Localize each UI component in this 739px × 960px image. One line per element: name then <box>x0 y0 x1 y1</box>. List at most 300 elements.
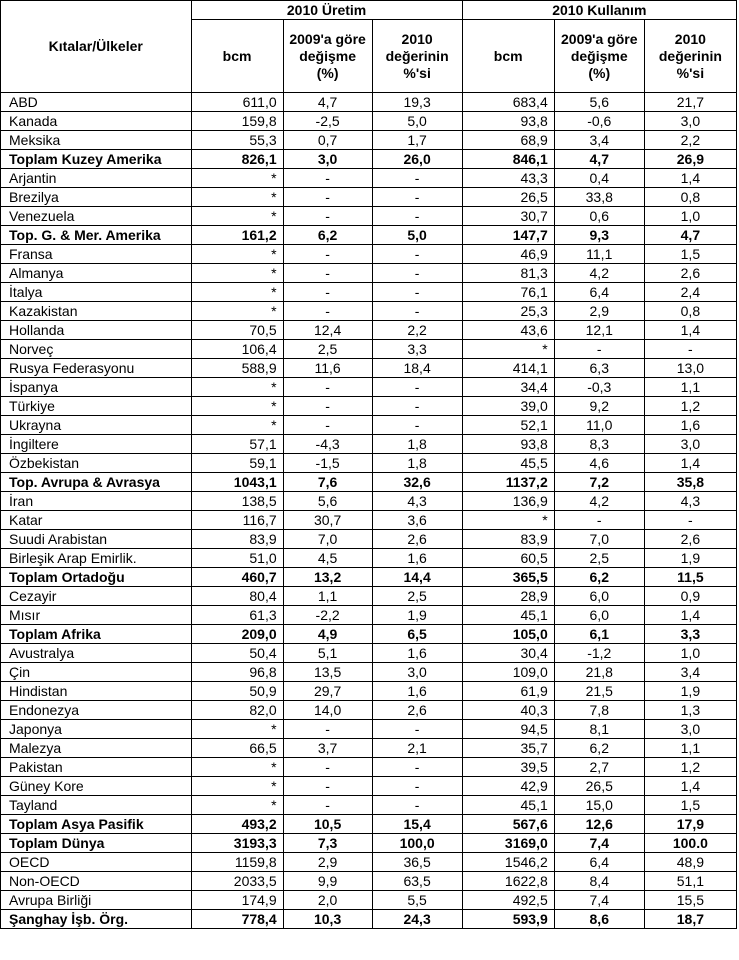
production-change-cell: - <box>283 796 372 815</box>
country-name-cell: İngiltere <box>1 435 192 454</box>
consumption-change-cell: 6,4 <box>554 853 644 872</box>
consumption-change-cell: 12,1 <box>554 321 644 340</box>
table-row <box>1 549 737 568</box>
production-share-cell: 32,6 <box>372 473 462 492</box>
consumption-bcm-cell: 593,9 <box>462 910 554 929</box>
production-change-cell: -4,3 <box>283 435 372 454</box>
production-share-cell: 3,3 <box>372 340 462 359</box>
production-share-cell: - <box>372 264 462 283</box>
production-share-cell: 2,6 <box>372 530 462 549</box>
consumption-bcm-cell: 683,4 <box>462 93 554 112</box>
table-row <box>1 131 737 150</box>
consumption-share-cell: 2,6 <box>644 264 736 283</box>
production-bcm-cell: * <box>191 720 283 739</box>
consumption-change-cell: 5,6 <box>554 93 644 112</box>
table-row <box>1 796 737 815</box>
production-bcm-cell: 493,2 <box>191 815 283 834</box>
production-change-cell: - <box>283 264 372 283</box>
production-share-cell: - <box>372 169 462 188</box>
production-share-cell: 4,3 <box>372 492 462 511</box>
consumption-bcm-cell: 30,7 <box>462 207 554 226</box>
country-name-cell: Toplam Dünya <box>1 834 192 853</box>
consumption-change-cell: 33,8 <box>554 188 644 207</box>
country-name-cell: Malezya <box>1 739 192 758</box>
consumption-bcm-cell: 76,1 <box>462 283 554 302</box>
production-share-cell: 2,5 <box>372 587 462 606</box>
table-row <box>1 283 737 302</box>
consumption-change-cell: -1,2 <box>554 644 644 663</box>
consumption-change-cell: 11,1 <box>554 245 644 264</box>
production-bcm-cell: 209,0 <box>191 625 283 644</box>
production-share-cell: - <box>372 207 462 226</box>
production-share-cell: - <box>372 283 462 302</box>
country-name-cell: Çin <box>1 663 192 682</box>
consumption-bcm-cell: 61,9 <box>462 682 554 701</box>
production-change-cell: - <box>283 283 372 302</box>
consumption-bcm-cell: 39,5 <box>462 758 554 777</box>
consumption-share-cell: 15,5 <box>644 891 736 910</box>
production-share-cell: 1,6 <box>372 682 462 701</box>
production-change-cell: -1,5 <box>283 454 372 473</box>
consumption-change-cell: 6,0 <box>554 606 644 625</box>
consumption-share-cell: 1,9 <box>644 549 736 568</box>
consumption-group-header: 2010 Kullanım <box>462 1 736 20</box>
production-bcm-cell: 106,4 <box>191 340 283 359</box>
table-row <box>1 188 737 207</box>
consumption-change-cell: - <box>554 511 644 530</box>
production-share-cell: 1,7 <box>372 131 462 150</box>
consumption-change-cell: 8,1 <box>554 720 644 739</box>
production-change-cell: 5,6 <box>283 492 372 511</box>
country-name-cell: Toplam Kuzey Amerika <box>1 150 192 169</box>
consumption-bcm-cell: 93,8 <box>462 112 554 131</box>
production-change-cell: 2,5 <box>283 340 372 359</box>
consumption-change-cell: 9,2 <box>554 397 644 416</box>
table-row <box>1 302 737 321</box>
production-bcm-cell: * <box>191 245 283 264</box>
consumption-bcm-cell: 60,5 <box>462 549 554 568</box>
consumption-change-cell: 4,7 <box>554 150 644 169</box>
production-bcm-cell: 83,9 <box>191 530 283 549</box>
production-change-cell: 6,2 <box>283 226 372 245</box>
country-name-cell: Top. Avrupa & Avrasya <box>1 473 192 492</box>
production-change-cell: - <box>283 720 372 739</box>
consumption-change-cell: 4,2 <box>554 264 644 283</box>
production-share-cell: - <box>372 188 462 207</box>
production-share-cell: 1,6 <box>372 644 462 663</box>
production-bcm-cell: 59,1 <box>191 454 283 473</box>
consumption-share-cell: 1,4 <box>644 321 736 340</box>
table-row <box>1 758 737 777</box>
table-row <box>1 359 737 378</box>
production-change-cell: 4,7 <box>283 93 372 112</box>
consumption-change-cell: 8,3 <box>554 435 644 454</box>
production-bcm-cell: * <box>191 397 283 416</box>
production-group-header: 2010 Üretim <box>191 1 462 20</box>
table-row-total <box>1 473 737 492</box>
production-share-cell: - <box>372 397 462 416</box>
consumption-bcm-cell: 42,9 <box>462 777 554 796</box>
country-name-cell: Kazakistan <box>1 302 192 321</box>
consumption-share-cell: 18,7 <box>644 910 736 929</box>
production-share-cell: 26,0 <box>372 150 462 169</box>
production-share-cell: - <box>372 758 462 777</box>
production-bcm-cell: * <box>191 777 283 796</box>
consumption-share-cell: 3,0 <box>644 112 736 131</box>
consumption-share-cell: 3,3 <box>644 625 736 644</box>
production-bcm-cell: 57,1 <box>191 435 283 454</box>
production-bcm-cell: 82,0 <box>191 701 283 720</box>
country-name-cell: Türkiye <box>1 397 192 416</box>
consumption-share-cell: 11,5 <box>644 568 736 587</box>
production-change-cell: - <box>283 777 372 796</box>
table-row <box>1 245 737 264</box>
production-share-cell: 18,4 <box>372 359 462 378</box>
consumption-bcm-cell: 39,0 <box>462 397 554 416</box>
consumption-change-cell: 26,5 <box>554 777 644 796</box>
production-bcm-cell: 66,5 <box>191 739 283 758</box>
production-bcm-cell: * <box>191 169 283 188</box>
production-bcm-cell: 50,9 <box>191 682 283 701</box>
country-name-cell: Avrupa Birliği <box>1 891 192 910</box>
country-name-cell: Katar <box>1 511 192 530</box>
table-row-total <box>1 815 737 834</box>
consumption-bcm-cell: 1137,2 <box>462 473 554 492</box>
consumption-share-cell: 1,9 <box>644 682 736 701</box>
production-bcm-cell: * <box>191 302 283 321</box>
production-share-header: 2010 değerinin %'si <box>372 20 462 93</box>
consumption-share-cell: 48,9 <box>644 853 736 872</box>
country-name-cell: Birleşik Arap Emirlik. <box>1 549 192 568</box>
table-row <box>1 321 737 340</box>
consumption-bcm-cell: 68,9 <box>462 131 554 150</box>
consumption-bcm-cell: 35,7 <box>462 739 554 758</box>
production-bcm-cell: 3193,3 <box>191 834 283 853</box>
consumption-bcm-cell: 1622,8 <box>462 872 554 891</box>
consumption-bcm-cell: 105,0 <box>462 625 554 644</box>
consumption-change-header: 2009'a göre değişme (%) <box>554 20 644 93</box>
production-bcm-cell: 55,3 <box>191 131 283 150</box>
production-bcm-cell: * <box>191 264 283 283</box>
table-row <box>1 530 737 549</box>
country-name-cell: Kanada <box>1 112 192 131</box>
country-name-cell: Toplam Afrika <box>1 625 192 644</box>
production-change-cell: - <box>283 207 372 226</box>
production-share-cell: 3,6 <box>372 511 462 530</box>
country-name-cell: Hindistan <box>1 682 192 701</box>
country-name-cell: Pakistan <box>1 758 192 777</box>
production-change-cell: -2,2 <box>283 606 372 625</box>
table-row <box>1 340 737 359</box>
consumption-change-cell: 4,2 <box>554 492 644 511</box>
production-bcm-cell: * <box>191 283 283 302</box>
production-change-cell: - <box>283 302 372 321</box>
consumption-bcm-cell: 25,3 <box>462 302 554 321</box>
table-row <box>1 853 737 872</box>
production-bcm-cell: 159,8 <box>191 112 283 131</box>
consumption-share-cell: 51,1 <box>644 872 736 891</box>
table-row <box>1 397 737 416</box>
consumption-change-cell: 4,6 <box>554 454 644 473</box>
table-row <box>1 606 737 625</box>
production-share-cell: - <box>372 416 462 435</box>
consumption-share-cell: 1,2 <box>644 758 736 777</box>
table-row-total <box>1 226 737 245</box>
consumption-bcm-cell: 43,6 <box>462 321 554 340</box>
country-name-cell: Avustralya <box>1 644 192 663</box>
production-share-cell: 15,4 <box>372 815 462 834</box>
country-name-cell: Venezuela <box>1 207 192 226</box>
country-name-cell: Almanya <box>1 264 192 283</box>
consumption-change-cell: 6,2 <box>554 568 644 587</box>
country-name-cell: Non-OECD <box>1 872 192 891</box>
country-name-cell: Norveç <box>1 340 192 359</box>
consumption-share-cell: 13,0 <box>644 359 736 378</box>
consumption-share-cell: 100.0 <box>644 834 736 853</box>
production-change-cell: 2,9 <box>283 853 372 872</box>
consumption-bcm-cell: 30,4 <box>462 644 554 663</box>
production-change-cell: - <box>283 416 372 435</box>
consumption-change-cell: 7,4 <box>554 834 644 853</box>
country-name-cell: Cezayir <box>1 587 192 606</box>
consumption-change-cell: 21,5 <box>554 682 644 701</box>
consumption-change-cell: 11,0 <box>554 416 644 435</box>
table-row <box>1 112 737 131</box>
consumption-share-cell: 1,1 <box>644 378 736 397</box>
consumption-share-cell: 1,0 <box>644 644 736 663</box>
production-share-cell: 19,3 <box>372 93 462 112</box>
production-change-cell: 30,7 <box>283 511 372 530</box>
production-share-cell: 1,6 <box>372 549 462 568</box>
production-bcm-cell: 1159,8 <box>191 853 283 872</box>
production-bcm-cell: * <box>191 378 283 397</box>
consumption-change-cell: 6,3 <box>554 359 644 378</box>
country-name-cell: Mısır <box>1 606 192 625</box>
table-row <box>1 872 737 891</box>
production-share-cell: - <box>372 302 462 321</box>
consumption-bcm-cell: 94,5 <box>462 720 554 739</box>
production-change-cell: 14,0 <box>283 701 372 720</box>
production-change-cell: 10,3 <box>283 910 372 929</box>
country-name-cell: ABD <box>1 93 192 112</box>
consumption-bcm-cell: 28,9 <box>462 587 554 606</box>
consumption-bcm-cell: 46,9 <box>462 245 554 264</box>
consumption-bcm-cell: 3169,0 <box>462 834 554 853</box>
consumption-change-cell: 7,4 <box>554 891 644 910</box>
country-name-cell: Güney Kore <box>1 777 192 796</box>
consumption-share-cell: 1,0 <box>644 207 736 226</box>
consumption-share-cell: 4,3 <box>644 492 736 511</box>
consumption-bcm-cell: 45,5 <box>462 454 554 473</box>
production-change-cell: 7,3 <box>283 834 372 853</box>
consumption-share-cell: 0,8 <box>644 188 736 207</box>
consumption-change-cell: 6,4 <box>554 283 644 302</box>
production-change-cell: 7,6 <box>283 473 372 492</box>
production-change-cell: 3,7 <box>283 739 372 758</box>
consumption-share-cell: 1,4 <box>644 454 736 473</box>
table-row <box>1 682 737 701</box>
consumption-share-cell: 35,8 <box>644 473 736 492</box>
country-name-cell: Endonezya <box>1 701 192 720</box>
production-change-cell: 1,1 <box>283 587 372 606</box>
consumption-change-cell: 15,0 <box>554 796 644 815</box>
production-share-cell: 63,5 <box>372 872 462 891</box>
consumption-bcm-header: bcm <box>462 20 554 93</box>
consumption-change-cell: -0,6 <box>554 112 644 131</box>
country-name-cell: Brezilya <box>1 188 192 207</box>
consumption-change-cell: 2,7 <box>554 758 644 777</box>
production-change-cell: 13,5 <box>283 663 372 682</box>
consumption-bcm-cell: 45,1 <box>462 796 554 815</box>
consumption-bcm-cell: 1546,2 <box>462 853 554 872</box>
production-share-cell: 14,4 <box>372 568 462 587</box>
country-name-cell: Suudi Arabistan <box>1 530 192 549</box>
production-change-cell: - <box>283 169 372 188</box>
production-bcm-cell: * <box>191 188 283 207</box>
production-bcm-cell: * <box>191 207 283 226</box>
production-share-cell: 24,3 <box>372 910 462 929</box>
consumption-change-cell: -0,3 <box>554 378 644 397</box>
production-share-cell: 2,1 <box>372 739 462 758</box>
consumption-share-cell: 3,0 <box>644 720 736 739</box>
country-name-cell: Top. G. & Mer. Amerika <box>1 226 192 245</box>
consumption-bcm-cell: 567,6 <box>462 815 554 834</box>
table-row <box>1 891 737 910</box>
consumption-share-cell: 1,1 <box>644 739 736 758</box>
production-share-cell: 100,0 <box>372 834 462 853</box>
production-bcm-cell: 778,4 <box>191 910 283 929</box>
table-row-total <box>1 834 737 853</box>
country-name-cell: Fransa <box>1 245 192 264</box>
table-row <box>1 587 737 606</box>
country-name-cell: İtalya <box>1 283 192 302</box>
consumption-change-cell: 3,4 <box>554 131 644 150</box>
table-row <box>1 777 737 796</box>
production-change-cell: 0,7 <box>283 131 372 150</box>
consumption-share-cell: - <box>644 511 736 530</box>
production-bcm-cell: 138,5 <box>191 492 283 511</box>
table-row <box>1 644 737 663</box>
country-name-cell: Toplam Ortadoğu <box>1 568 192 587</box>
header-row-groups <box>1 1 737 20</box>
production-change-cell: 11,6 <box>283 359 372 378</box>
country-name-cell: Toplam Asya Pasifik <box>1 815 192 834</box>
consumption-share-cell: 4,7 <box>644 226 736 245</box>
consumption-change-cell: 6,2 <box>554 739 644 758</box>
production-change-cell: 4,5 <box>283 549 372 568</box>
table-row <box>1 492 737 511</box>
consumption-change-cell: 0,6 <box>554 207 644 226</box>
production-bcm-cell: 161,2 <box>191 226 283 245</box>
consumption-bcm-cell: 52,1 <box>462 416 554 435</box>
consumption-change-cell: 12,6 <box>554 815 644 834</box>
consumption-change-cell: 7,2 <box>554 473 644 492</box>
consumption-change-cell: 9,3 <box>554 226 644 245</box>
country-name-cell: Şanghay İşb. Örg. <box>1 910 192 929</box>
production-share-cell: 5,0 <box>372 112 462 131</box>
production-change-cell: - <box>283 378 372 397</box>
consumption-share-cell: 1,6 <box>644 416 736 435</box>
consumption-change-cell: 2,5 <box>554 549 644 568</box>
country-name-cell: Hollanda <box>1 321 192 340</box>
table-row <box>1 454 737 473</box>
consumption-change-cell: - <box>554 340 644 359</box>
consumption-change-cell: 2,9 <box>554 302 644 321</box>
production-bcm-cell: 80,4 <box>191 587 283 606</box>
production-share-cell: 6,5 <box>372 625 462 644</box>
production-bcm-cell: * <box>191 796 283 815</box>
consumption-share-cell: 17,9 <box>644 815 736 834</box>
consumption-bcm-cell: 846,1 <box>462 150 554 169</box>
consumption-share-cell: 0,9 <box>644 587 736 606</box>
table-row-total <box>1 568 737 587</box>
production-bcm-cell: * <box>191 416 283 435</box>
consumption-bcm-cell: 414,1 <box>462 359 554 378</box>
consumption-share-cell: 0,8 <box>644 302 736 321</box>
production-bcm-cell: 50,4 <box>191 644 283 663</box>
production-change-cell: 9,9 <box>283 872 372 891</box>
consumption-change-cell: 0,4 <box>554 169 644 188</box>
consumption-share-cell: 1,4 <box>644 606 736 625</box>
consumption-bcm-cell: 136,9 <box>462 492 554 511</box>
consumption-change-cell: 7,8 <box>554 701 644 720</box>
production-share-cell: 2,6 <box>372 701 462 720</box>
country-name-cell: İspanya <box>1 378 192 397</box>
production-share-cell: 5,0 <box>372 226 462 245</box>
production-bcm-cell: 611,0 <box>191 93 283 112</box>
production-change-cell: 4,9 <box>283 625 372 644</box>
country-name-cell: Rusya Federasyonu <box>1 359 192 378</box>
production-change-header: 2009'a göre değişme (%) <box>283 20 372 93</box>
production-share-cell: 2,2 <box>372 321 462 340</box>
production-share-cell: 1,8 <box>372 435 462 454</box>
consumption-change-cell: 21,8 <box>554 663 644 682</box>
production-change-cell: 10,5 <box>283 815 372 834</box>
production-bcm-cell: 96,8 <box>191 663 283 682</box>
consumption-bcm-cell: 492,5 <box>462 891 554 910</box>
consumption-bcm-cell: 40,3 <box>462 701 554 720</box>
production-bcm-cell: 174,9 <box>191 891 283 910</box>
country-name-cell: Ukrayna <box>1 416 192 435</box>
table-row-total <box>1 150 737 169</box>
country-name-cell: Meksika <box>1 131 192 150</box>
production-share-cell: - <box>372 378 462 397</box>
table-row <box>1 169 737 188</box>
consumption-change-cell: 8,4 <box>554 872 644 891</box>
production-share-cell: - <box>372 720 462 739</box>
table-row <box>1 663 737 682</box>
consumption-change-cell: 6,1 <box>554 625 644 644</box>
production-share-cell: - <box>372 777 462 796</box>
consumption-share-cell: 3,0 <box>644 435 736 454</box>
consumption-share-cell: 1,4 <box>644 777 736 796</box>
table-row <box>1 511 737 530</box>
consumption-bcm-cell: 45,1 <box>462 606 554 625</box>
production-share-cell: 3,0 <box>372 663 462 682</box>
production-bcm-cell: 116,7 <box>191 511 283 530</box>
consumption-share-cell: 26,9 <box>644 150 736 169</box>
table-row-total <box>1 910 737 929</box>
production-change-cell: -2,5 <box>283 112 372 131</box>
consumption-share-cell: - <box>644 340 736 359</box>
consumption-share-cell: 21,7 <box>644 93 736 112</box>
consumption-bcm-cell: 365,5 <box>462 568 554 587</box>
production-bcm-cell: 61,3 <box>191 606 283 625</box>
country-name-cell: OECD <box>1 853 192 872</box>
country-name-cell: Özbekistan <box>1 454 192 473</box>
production-bcm-header: bcm <box>191 20 283 93</box>
production-share-cell: 1,9 <box>372 606 462 625</box>
